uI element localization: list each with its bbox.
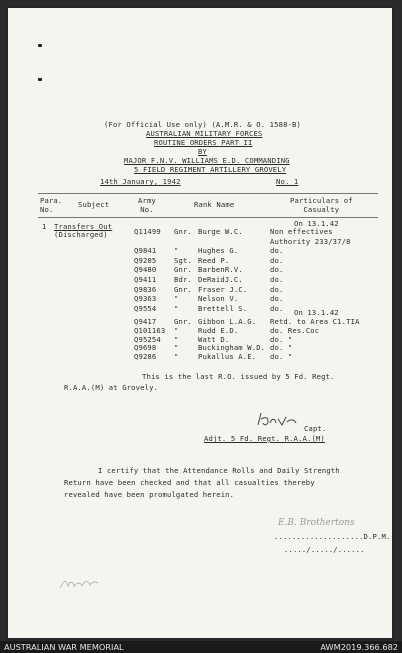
- casualty-particulars: do.: [270, 284, 284, 294]
- closing-line-1: This is the last R.O. issued by 5 Fd. Regt.: [142, 372, 335, 381]
- army-number: Q9411: [134, 275, 157, 284]
- army-number: Q9836: [134, 284, 157, 294]
- army-number: Q11499: [134, 227, 161, 236]
- scribble-mark: [57, 574, 100, 592]
- para-number: 1: [42, 222, 47, 231]
- army-number: Q9417: [134, 317, 157, 326]
- soldier-name: Hughes G.: [198, 246, 239, 256]
- rank: Gnr.: [174, 227, 192, 236]
- rank: Gnr.: [174, 284, 192, 294]
- soldier-name: DeRaidJ.C.: [198, 275, 243, 284]
- certify-line-2: Return have been checked and that all casualties thereby: [64, 478, 315, 487]
- casualty-particulars: do.: [270, 246, 284, 256]
- soldier-name: Watt D.: [198, 334, 230, 344]
- soldier-name: Pukallus A.E.: [198, 352, 257, 362]
- order-number: No. 1: [276, 177, 299, 186]
- table-header-rule: [38, 217, 378, 218]
- order-date: 14th January, 1942: [100, 177, 181, 186]
- dpm-line: ....................D.P.M.: [274, 532, 391, 541]
- punch-hole: [38, 44, 42, 47]
- rank: ": [174, 343, 179, 353]
- archive-footer: [0, 641, 402, 653]
- certify-line-3: revealed have been promulgated herein.: [64, 490, 235, 499]
- soldier-name: Reed P.: [198, 255, 230, 265]
- rank: ": [174, 334, 179, 344]
- army-number: Q101163: [134, 325, 166, 335]
- soldier-name: BarbenR.V.: [198, 265, 243, 275]
- soldier-name: Fraser J.C.: [198, 284, 248, 294]
- casualty-particulars: do.: [270, 294, 284, 304]
- soldier-name: Buckingham W.D.: [198, 343, 266, 353]
- force-title: AUSTRALIAN MILITARY FORCES: [146, 129, 263, 138]
- commanding-officer: MAJOR F.N.V. WILLIAMS E.D. COMMANDING: [124, 156, 290, 165]
- rank: ": [174, 294, 179, 304]
- casualty-particulars: Authority 233/37/8: [270, 236, 351, 246]
- by-line: BY: [198, 147, 207, 156]
- army-number: Q9205: [134, 255, 157, 265]
- col-subject: Subject: [78, 200, 110, 209]
- col-para: Para. No.: [40, 196, 63, 214]
- rank: Gnr.: [174, 317, 192, 326]
- casualty-particulars: do.: [270, 255, 284, 265]
- soldier-name: Brettell S.: [198, 303, 248, 313]
- soldier-name: Rudd E.D.: [198, 325, 239, 335]
- casualty-particulars: do.: [270, 303, 284, 313]
- army-number: Q9841: [134, 246, 157, 256]
- regiment-name: 5 FIELD REGIMENT ARTILLERY GROVELY: [134, 165, 287, 174]
- soldier-name: Burge W.C.: [198, 227, 243, 236]
- punch-hole: [38, 78, 42, 81]
- rank: ": [174, 352, 179, 362]
- casualty-particulars: do. Res.Coc: [270, 325, 320, 335]
- rank: Bdr.: [174, 275, 192, 284]
- rank: Gnr.: [174, 265, 192, 275]
- margin-scribble: [57, 574, 100, 594]
- entry-subject-note: (Discharged): [54, 230, 108, 239]
- effective-date: On 13.1.42: [294, 308, 339, 317]
- effective-date: On 13.1.42: [294, 219, 339, 228]
- col-particulars: Particulars of Casualty: [290, 196, 353, 214]
- army-number: Q9698: [134, 343, 157, 353]
- army-number: Q9286: [134, 352, 157, 362]
- signatory-rank: Capt.: [304, 424, 327, 433]
- handwritten-signature: [256, 411, 300, 432]
- rank: ": [174, 246, 179, 256]
- casualty-particulars: Retd. to Area C1.TIA: [270, 317, 360, 326]
- orders-title: ROUTINE ORDERS PART II: [154, 138, 253, 147]
- rank: Sgt.: [174, 255, 192, 265]
- adjutant-line: Adjt. 5 Fd. Regt. R.A.A.(M): [204, 434, 325, 443]
- table-top-rule: [38, 193, 378, 194]
- army-number: Q9554: [134, 303, 157, 313]
- soldier-name: Gibbon L.A.G.: [198, 317, 257, 326]
- document-page: [8, 8, 392, 638]
- archive-name: AUSTRALIAN WAR MEMORIAL: [4, 642, 124, 652]
- army-number: Q9363: [134, 294, 157, 304]
- casualty-particulars: do.: [270, 265, 284, 275]
- rank: ": [174, 303, 179, 313]
- entry-subject: Transfers Out: [54, 222, 113, 231]
- col-rank-name: Rank Name: [194, 200, 235, 209]
- casualty-particulars: do.: [270, 275, 284, 284]
- army-number: Q9480: [134, 265, 157, 275]
- army-number: Q95254: [134, 334, 161, 344]
- soldier-name: Nelson V.: [198, 294, 239, 304]
- archive-reference: AWM2019.366.682: [320, 642, 398, 652]
- casualty-particulars: Non effectives: [270, 227, 333, 236]
- casualty-particulars: do. ": [270, 343, 293, 353]
- rank: ": [174, 325, 179, 335]
- signature-mark: [256, 411, 300, 429]
- official-use-line: (For Official Use only) (A.M.R. & O. 1588-B): [104, 120, 301, 129]
- faint-signature: E.B. Brothertons: [278, 518, 355, 528]
- casualty-particulars: do. ": [270, 334, 293, 344]
- certify-line-1: I certify that the Attendance Rolls and Daily Strength: [98, 466, 340, 475]
- casualty-particulars: do. ": [270, 352, 293, 362]
- col-army-no: Army No.: [138, 196, 156, 214]
- closing-line-2: R.A.A.(M) at Grovely.: [64, 383, 159, 392]
- date-line: ...../...../......: [284, 545, 365, 554]
